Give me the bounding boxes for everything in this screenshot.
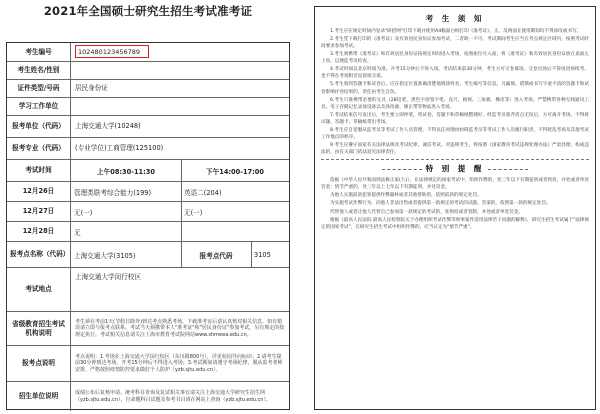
label-school-info: 招生单位说明	[7, 382, 71, 411]
notice-paragraph: 5.考生领到答题卡和试卷后，应在指定位置准确清楚地填涂姓名、考生编号等信息。凡漏填、错填或书写字迹不清的答题卡和试卷影响评卷结果的，责任由考生自负。	[321, 82, 589, 95]
day-1-date: 12月26日	[7, 182, 71, 201]
notice-paragraph: 4.考试时间以北京时间为准。开考15分钟后不得入场。考试结束前30分钟，考生方可交卷离场。交卷出场后不得再进场续考，也不得在考场附近逗留或交谈。	[321, 67, 589, 80]
label-exam-time: 考试时间	[7, 160, 71, 181]
school-info-text: 成绩公布后复核申请、统考科目查询及复试相关事宜请关注上海交通大学研究生招生网（yzb.sjtu.edu.cn），自命题科目试题及参考书目请在网站上查询（yzb.sjtu.edu.cn）。	[75, 390, 271, 403]
notice-paragraph: 2.考生凭下载打印的《准考证》及有效居民身份证参加考试，二者缺一不可。考试期间考生应当在考点规定区域内，按照考试时间要求参加考试。	[321, 36, 589, 49]
reminder-paragraph: 根据《最高人民法院 最高人民检察院关于办理组织考试作弊等刑事案件适用法律若干问题的解释》，研究生招生考试属于"法律规定的国家考试"，在研究生招生考试中组织作弊的，应当认定为"情节严重"。	[321, 217, 589, 230]
row-study-unit	[7, 98, 289, 116]
id-type-value: 居民身份证	[75, 84, 108, 93]
apply-unit-value: 上海交通大学(10248)	[75, 122, 141, 131]
row-day-3	[7, 222, 289, 242]
label-name-gender: 考生姓名/性别	[7, 62, 71, 79]
row-exam-no	[7, 43, 289, 62]
morning-header: 上午08:30-11:30	[97, 167, 155, 176]
label-exam-point: 报考点名称（代码）	[7, 242, 71, 267]
study-unit-value	[71, 98, 289, 115]
reminder-paragraph: 为实施考试作弊行为，向他人非法出售或者提供第一款规定的考试的试题、答案的，依照第一款的规定处罚。	[330, 201, 551, 207]
row-exam-location	[7, 268, 289, 312]
exam-no-value: 102480123456789	[75, 45, 149, 58]
name-gender-value	[71, 62, 289, 79]
notice-paragraph: 8.考生应自觉服从监考员等考试工作人员管理，不得以任何理由妨碍监考员等考试工作人员履行职责，不得扰乱考场及其他考试工作地点的秩序。	[321, 128, 589, 141]
day-1-am-subject: 管理类联考综合能力(199)	[74, 188, 152, 197]
exam-notice-panel	[314, 6, 596, 410]
special-reminder-title	[321, 163, 589, 175]
notice-paragraph: 1.考生应在规定时间内登录"研招网"打印下载并使用A4幅面白纸打印《准考证》，正、反两面在使用期间均不得涂改或书写。	[330, 28, 582, 34]
reminder-paragraph: 为他人实施前款犯罪提供作弊器材或者其他帮助的，依照前款的规定处罚。	[330, 193, 482, 199]
afternoon-header: 下午14:00-17:00	[206, 167, 264, 176]
row-school-info	[7, 382, 289, 411]
exam-point-name: 上海交通大学(3105)	[74, 251, 136, 260]
point-info-text: 考点说明：1.考场在上海交通大学闵行校区（东川路800号），详见校园导向标识；2.请考生提前30分钟到达考场，开考15分钟后不得进入考场；3.考试期间请遵守考场纪律，服从监考老师安排，严格按照疫情防控要求做好个人防护（yzb.sjtu.edu.cn）。	[75, 353, 283, 373]
label-exam-point-code: 报考点代码	[199, 251, 233, 260]
row-bureau-info	[7, 312, 289, 346]
exam-location-value: 上海交通大学闵行校区	[75, 273, 141, 281]
row-point-info	[7, 346, 289, 382]
exam-point-code: 3105	[254, 250, 271, 259]
day-1-pm-subject: 英语二(204)	[184, 188, 222, 197]
row-name-gender	[7, 62, 289, 80]
day-3-am-subject: 无	[74, 228, 81, 237]
row-day-1	[7, 182, 289, 202]
row-apply-major	[7, 138, 289, 160]
day-2-am-subject: 无(一)	[74, 208, 93, 217]
reminder-paragraph: 代替他人或者让他人代替自己参加第一款规定的考试的，处拘役或者管制，并处或者单处罚金。	[330, 209, 523, 215]
row-id-type	[7, 80, 289, 98]
label-study-unit: 学习工作单位	[7, 98, 71, 115]
label-apply-unit: 报考单位（代码）	[7, 116, 71, 137]
row-day-2	[7, 202, 289, 222]
bureau-info-text: 考生须在考前1天(节假日除外)到达考点熟悉考场，下载准考证后请认真核对相关信息，如有错误请立即与报考点联系。考试当天须携带本人"准考证"和"居民身份证"参加考试，另有规定的按规定执行。考试相关信息请关注上海市教育考试院网站www.shmeea.edu.cn。	[75, 318, 285, 338]
reminder-paragraph: 依据《中华人民共和国刑法修正案(九)》，在法律规定的国家考试中，组织作弊的，处三年以下有期徒刑或者拘役，并处或者单处罚金；情节严重的，处三年以上七年以下有期徒刑，并处罚金。	[321, 178, 589, 191]
label-exam-no: 考生编号	[7, 43, 71, 61]
apply-major-value: (专业学位)工商管理(125100)	[75, 144, 164, 153]
page-title: 2021年全国硕士研究生招生考试准考证	[43, 4, 253, 18]
notice-divider	[321, 159, 589, 160]
label-exam-location: 考试地点	[7, 268, 71, 311]
day-2-pm-subject: 无(一)	[184, 208, 203, 217]
day-3-pm-subject	[181, 222, 289, 241]
notice-title: 考 生 须 知	[425, 14, 485, 23]
day-3-date: 12月28日	[7, 222, 71, 241]
notice-paragraph: 9.考生应遵守国家有关法律法规及考试纪律，诚信考试。对违规考生，将按照《国家教育考试违规处理办法》严肃处理；构成违法的，由有关部门依法追究法律责任。	[321, 143, 589, 156]
day-2-date: 12月27日	[7, 202, 71, 221]
row-exam-point	[7, 242, 289, 268]
special-reminder-label: 特 别 提 醒	[425, 164, 485, 174]
admission-ticket-table	[6, 42, 290, 410]
notice-paragraph: 3.考生须携带《准考证》和有效居民身份证按规定时间进入考场，按照座位号入座，将《准考证》和有效居民身份证放在桌面左上角，以便监考员检查。	[321, 51, 589, 65]
label-point-info: 报考点说明	[7, 346, 71, 381]
notice-paragraph: 6.考生只准携带必要的文具（2B铅笔、黑色字迹签字笔、直尺、圆规、三角板、橡皮等）进入考场。严禁携带各种无线通讯工具、电子存储记忆录放设备以及涂改液、修正带等物品进入考场。	[321, 97, 589, 110]
label-apply-major: 报考专业（代码）	[7, 138, 71, 159]
notice-paragraph: 7.考试结束信号发出后，考生要立即停笔，将试卷、答题卡和草稿纸整理好，经监考员收齐清点无误后，方可离开考场。不得将试题、答题卡、草稿纸带出考场。	[321, 112, 589, 125]
row-apply-unit	[7, 116, 289, 138]
label-id-type: 证件类型/号码	[7, 80, 71, 97]
label-bureau-info: 省级教育招生考试机构说明	[7, 312, 71, 345]
row-exam-time-header	[7, 160, 289, 182]
